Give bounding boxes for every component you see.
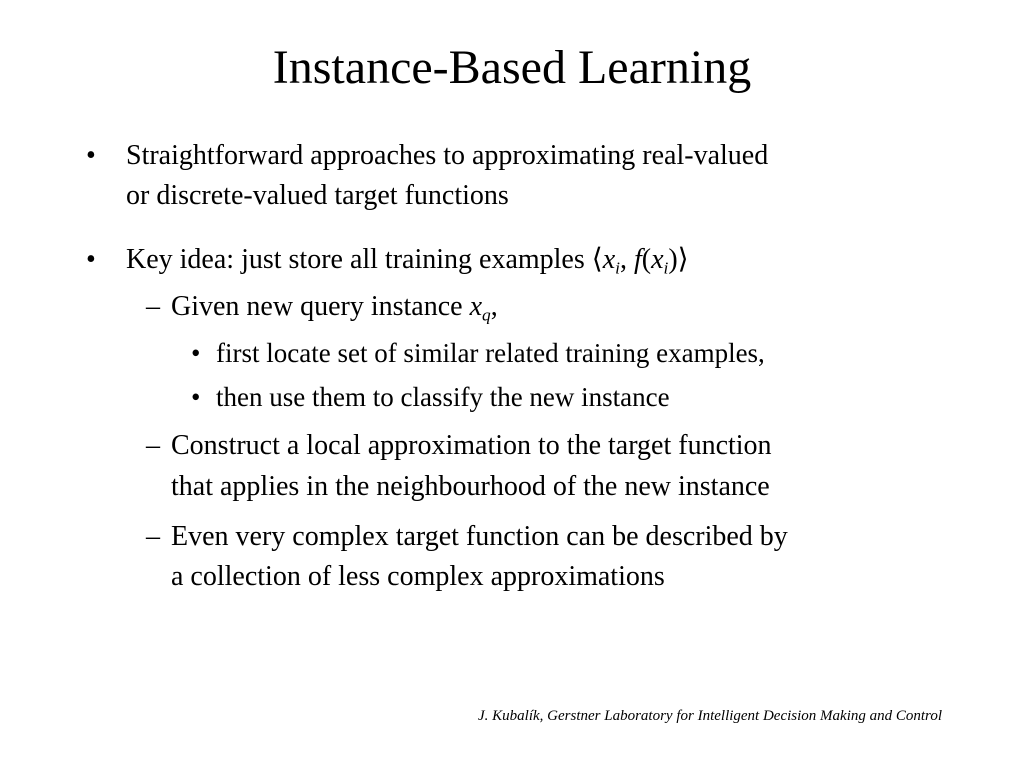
subitem-2-line-1: Construct a local approximation to the target function <box>171 430 772 461</box>
formula-paren-close: ) <box>668 244 678 275</box>
formula-comma: , <box>619 244 634 275</box>
subitem-1-label: Given new query instance <box>171 291 470 322</box>
subsubitem-1-text: first locate set of similar related training examples, <box>216 338 765 368</box>
formula-open-angle: ⟨ <box>591 244 603 275</box>
formula-paren-open: ( <box>641 244 652 275</box>
dash-marker: – <box>146 430 160 461</box>
formula-subscript-i: i <box>615 258 620 278</box>
formula-close-angle: ⟩ <box>677 244 689 275</box>
dash-marker: – <box>146 521 160 552</box>
subitem-1-text <box>171 287 498 327</box>
query-suffix: , <box>490 291 498 322</box>
bullet-1-line-2: or discrete-valued target functions <box>126 180 509 211</box>
formula-f: f <box>633 244 642 275</box>
formula-subscript-i: i <box>663 258 669 278</box>
subitem-3-line-1: Even very complex target function can be described by <box>171 521 788 552</box>
subitem-2-line-2: that applies in the neighbourhood of the new instance <box>171 471 770 502</box>
subsubitem-2-text: then use them to classify the new instance <box>216 382 670 412</box>
bullet-1-line-1: Straightforward approaches to approximating real-valued <box>126 140 769 171</box>
query-subscript-q: q <box>482 305 491 325</box>
query-var-x: x <box>469 291 483 322</box>
formula-x: x <box>651 244 664 275</box>
bullet-2-label: Key idea: just store all training examples <box>126 244 592 275</box>
bullet-marker: • <box>191 338 201 368</box>
dash-marker: – <box>146 291 160 322</box>
bullet-2-text <box>126 240 689 280</box>
slide-footer: J. Kubalík, Gerstner Laboratory for Intelligent Decision Making and Control <box>478 708 942 724</box>
slide-title: Instance-Based Learning <box>272 41 752 94</box>
bullet-marker: • <box>191 382 201 412</box>
bullet-marker: • <box>86 244 96 275</box>
formula-x: x <box>602 244 616 275</box>
bullet-marker: • <box>86 140 96 171</box>
subitem-3-line-2: a collection of less complex approximations <box>171 561 665 592</box>
